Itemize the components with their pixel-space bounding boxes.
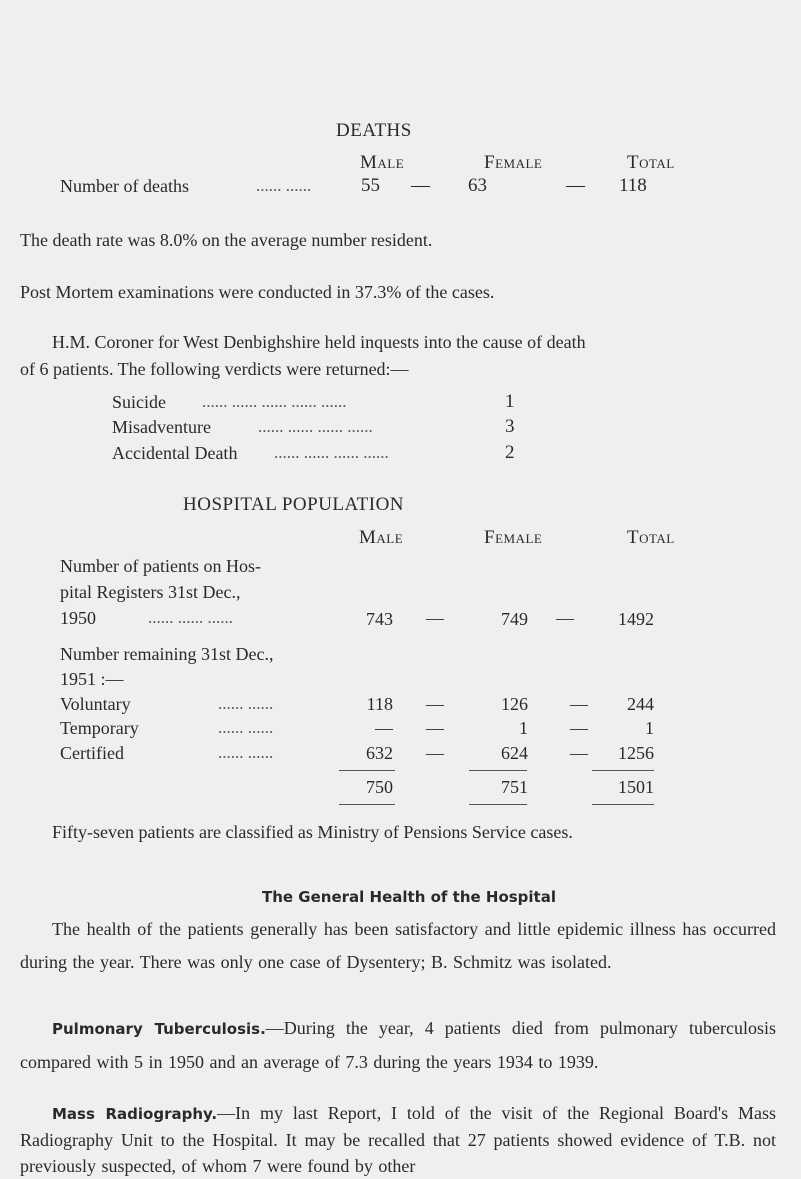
row-female: 1 (519, 718, 528, 738)
row-label: Certified (60, 743, 124, 763)
verdict-count: 3 (505, 416, 515, 437)
dash: — (426, 608, 444, 628)
radiography-lead: Mass Radiography. (52, 1105, 218, 1123)
tuberculosis-text: —During the year, 4 patients died from pulmonary tuberculosis compared with 5 in 1950 and an average of 7.3 during the years 1934 to 1939. (20, 1018, 776, 1072)
row-total: 1256 (618, 743, 654, 763)
registers-total: 1492 (618, 609, 654, 629)
sum-rule (592, 770, 654, 771)
registers-year: 1950 (60, 608, 96, 628)
verdict-leader: ...... ...... ...... ...... ...... (202, 392, 347, 411)
row-leader: ...... ...... (218, 718, 274, 737)
row-total: 1 (645, 718, 654, 738)
dash: — (570, 743, 588, 763)
row-label: Voluntary (60, 694, 131, 714)
post-mortem-text: Post Mortem examinations were conducted in 37.3% of the cases. (20, 282, 495, 302)
deaths-female: 63 (468, 175, 487, 196)
verdict-count: 2 (505, 442, 515, 463)
row-total: 244 (627, 694, 654, 714)
totals-female: 751 (501, 777, 528, 797)
dash: — (426, 718, 444, 738)
row-leader: ...... ...... (218, 694, 274, 713)
row-leader: ...... ...... (218, 743, 274, 762)
registers-leader: ...... ...... ...... (148, 608, 233, 627)
verdict-label: Misadventure (112, 417, 211, 437)
verdict-leader: ...... ...... ...... ...... (274, 443, 389, 462)
deaths-male: 55 (361, 175, 380, 196)
population-col-total: Total (627, 527, 675, 548)
general-health-heading: The General Health of the Hospital (262, 888, 556, 906)
dash: — (556, 608, 574, 628)
deaths-dash-1: — (411, 175, 430, 196)
remaining-line-1: Number remaining 31st Dec., (60, 644, 274, 664)
total-rule (592, 804, 654, 805)
radiography-text: —In my last Report, I told of the visit of the Regional Board's Mass Radiography Unit to the Hospital. It may be recalled that 27 patients showed evidence of T.B. not previously suspected, of whom 7 were found by other (20, 1103, 776, 1176)
coroner-line-2: of 6 patients. The following verdicts were returned:— (20, 359, 409, 379)
coroner-line-1: H.M. Coroner for West Denbighshire held inquests into the cause of death (52, 332, 586, 352)
remaining-line-2: 1951 :— (60, 669, 124, 689)
death-rate-text: The death rate was 8.0% on the average number resident. (20, 230, 433, 250)
sum-rule (469, 770, 527, 771)
totals-male: 750 (366, 777, 393, 797)
general-health-text: The health of the patients generally has been satisfactory and little epidemic illness has occurred during the year. There was only one case of Dysentery; B. Schmitz was isolated. (20, 919, 776, 972)
row-male: — (375, 718, 393, 738)
verdict-count: 1 (505, 391, 515, 412)
deaths-col-female: Female (484, 152, 543, 173)
deaths-col-male: Male (360, 152, 405, 173)
row-label: Temporary (60, 718, 139, 738)
row-female: 624 (501, 743, 528, 763)
dash: — (426, 743, 444, 763)
verdict-label: Accidental Death (112, 443, 238, 463)
total-rule (339, 804, 395, 805)
deaths-dash-2: — (566, 175, 585, 196)
deaths-col-total: Total (627, 152, 675, 173)
population-col-female: Female (484, 527, 543, 548)
radiography-paragraph (20, 1100, 776, 1179)
sum-rule (339, 770, 395, 771)
population-title: HOSPITAL POPULATION (183, 494, 405, 515)
registers-line-1: Number of patients on Hos- (60, 556, 261, 576)
dash: — (426, 694, 444, 714)
totals-total: 1501 (618, 777, 654, 797)
deaths-row-label: Number of deaths (60, 176, 189, 196)
total-rule (469, 804, 527, 805)
row-male: 632 (366, 743, 393, 763)
row-male: 118 (366, 694, 393, 714)
deaths-leader: ...... ...... (256, 176, 312, 195)
verdict-label: Suicide (112, 392, 166, 412)
tuberculosis-lead: Pulmonary Tuberculosis. (52, 1020, 266, 1038)
dash: — (570, 718, 588, 738)
verdict-leader: ...... ...... ...... ...... (258, 417, 373, 436)
deaths-total: 118 (619, 175, 647, 196)
population-col-male: Male (359, 527, 404, 548)
pensions-text: Fifty-seven patients are classified as Ministry of Pensions Service cases. (52, 822, 573, 842)
tuberculosis-paragraph (20, 1012, 776, 1079)
row-female: 126 (501, 694, 528, 714)
dash: — (570, 694, 588, 714)
registers-female: 749 (501, 609, 528, 629)
registers-male: 743 (366, 609, 393, 629)
registers-line-2: pital Registers 31st Dec., (60, 582, 241, 602)
deaths-title: DEATHS (336, 120, 412, 141)
